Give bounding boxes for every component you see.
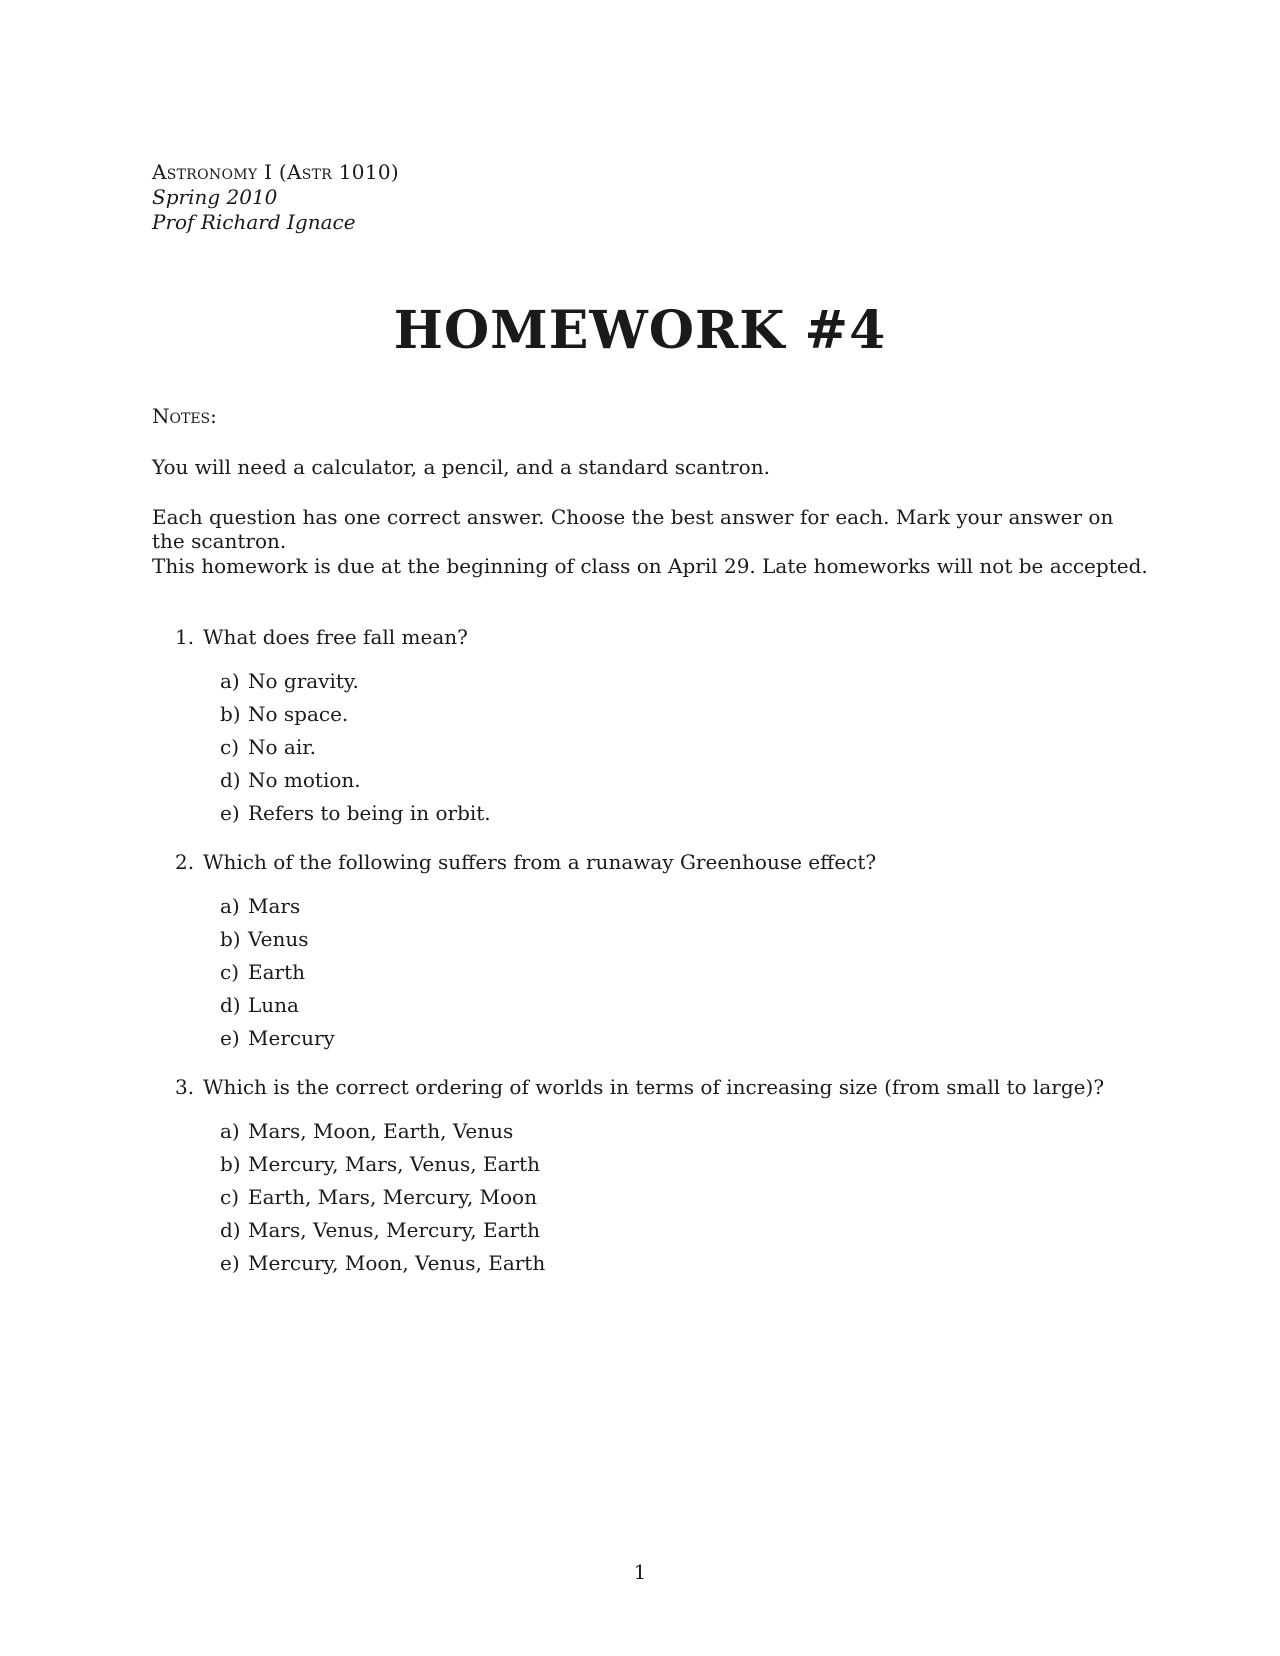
option-letter: b) xyxy=(220,1152,241,1176)
answer-option xyxy=(220,665,491,698)
answer-option xyxy=(220,764,491,797)
option-text: Mercury, Moon, Venus, Earth xyxy=(248,1251,546,1275)
question xyxy=(175,1075,1104,1099)
option-text: No air. xyxy=(248,735,316,759)
answer-option xyxy=(220,698,491,731)
option-letter: e) xyxy=(220,801,240,825)
note-line: This homework is due at the beginning of class on April 29. Late homeworks will not be accepted. xyxy=(152,554,1148,578)
option-letter: d) xyxy=(220,1218,241,1242)
notes-heading: Notes: xyxy=(152,404,217,428)
answer-option xyxy=(220,797,491,830)
option-text: Mars, Venus, Mercury, Earth xyxy=(248,1218,541,1242)
answer-option xyxy=(220,923,335,956)
option-text: Mars xyxy=(248,894,301,918)
question-text: Which of the following suffers from a runaway Greenhouse effect? xyxy=(203,850,877,874)
note-line: You will need a calculator, a pencil, and a standard scantron. xyxy=(152,455,770,479)
option-text: Earth, Mars, Mercury, Moon xyxy=(248,1185,537,1209)
answer-option xyxy=(220,731,491,764)
option-text: No space. xyxy=(248,702,349,726)
option-text: No gravity. xyxy=(248,669,359,693)
option-text: Mercury, Mars, Venus, Earth xyxy=(248,1152,541,1176)
option-letter: d) xyxy=(220,993,241,1017)
course-header xyxy=(152,160,399,235)
option-letter: a) xyxy=(220,669,240,693)
question-text: What does free fall mean? xyxy=(203,625,468,649)
answer-options xyxy=(220,890,335,1055)
option-text: No motion. xyxy=(248,768,361,792)
option-text: Mercury xyxy=(248,1026,335,1050)
answer-option xyxy=(220,890,335,923)
answer-option xyxy=(220,1148,545,1181)
course-instructor: Prof Richard Ignace xyxy=(152,210,356,234)
question xyxy=(175,850,876,874)
question-number: 3. xyxy=(175,1075,195,1099)
option-text: Refers to being in orbit. xyxy=(248,801,491,825)
answer-option xyxy=(220,1022,335,1055)
option-letter: a) xyxy=(220,1119,240,1143)
option-letter: a) xyxy=(220,894,240,918)
page-number: 1 xyxy=(633,1560,647,1584)
option-text: Venus xyxy=(248,927,309,951)
question-text: Which is the correct ordering of worlds in terms of increasing size (from small to large)? xyxy=(203,1075,1105,1099)
question xyxy=(175,625,468,649)
question-number: 1. xyxy=(175,625,195,649)
option-letter: e) xyxy=(220,1251,240,1275)
answer-options xyxy=(220,1115,545,1280)
course-term: Spring 2010 xyxy=(152,185,278,209)
option-letter: e) xyxy=(220,1026,240,1050)
option-letter: c) xyxy=(220,960,240,984)
option-text: Earth xyxy=(248,960,306,984)
answer-option xyxy=(220,1115,545,1148)
answer-option xyxy=(220,989,335,1022)
option-text: Mars, Moon, Earth, Venus xyxy=(248,1119,514,1143)
option-letter: b) xyxy=(220,702,241,726)
option-letter: b) xyxy=(220,927,241,951)
option-text: Luna xyxy=(248,993,299,1017)
answer-options xyxy=(220,665,491,830)
course-title: Astronomy I (Astr 1010) xyxy=(152,160,399,184)
answer-option xyxy=(220,1247,545,1280)
option-letter: d) xyxy=(220,768,241,792)
answer-option xyxy=(220,1181,545,1214)
option-letter: c) xyxy=(220,735,240,759)
page-title: HOMEWORK #4 xyxy=(393,300,887,361)
answer-option xyxy=(220,956,335,989)
option-letter: c) xyxy=(220,1185,240,1209)
note-line: Each question has one correct answer. Choose the best answer for each. Mark your answer on the scantron. xyxy=(152,505,1114,553)
answer-option xyxy=(220,1214,545,1247)
question-number: 2. xyxy=(175,850,195,874)
